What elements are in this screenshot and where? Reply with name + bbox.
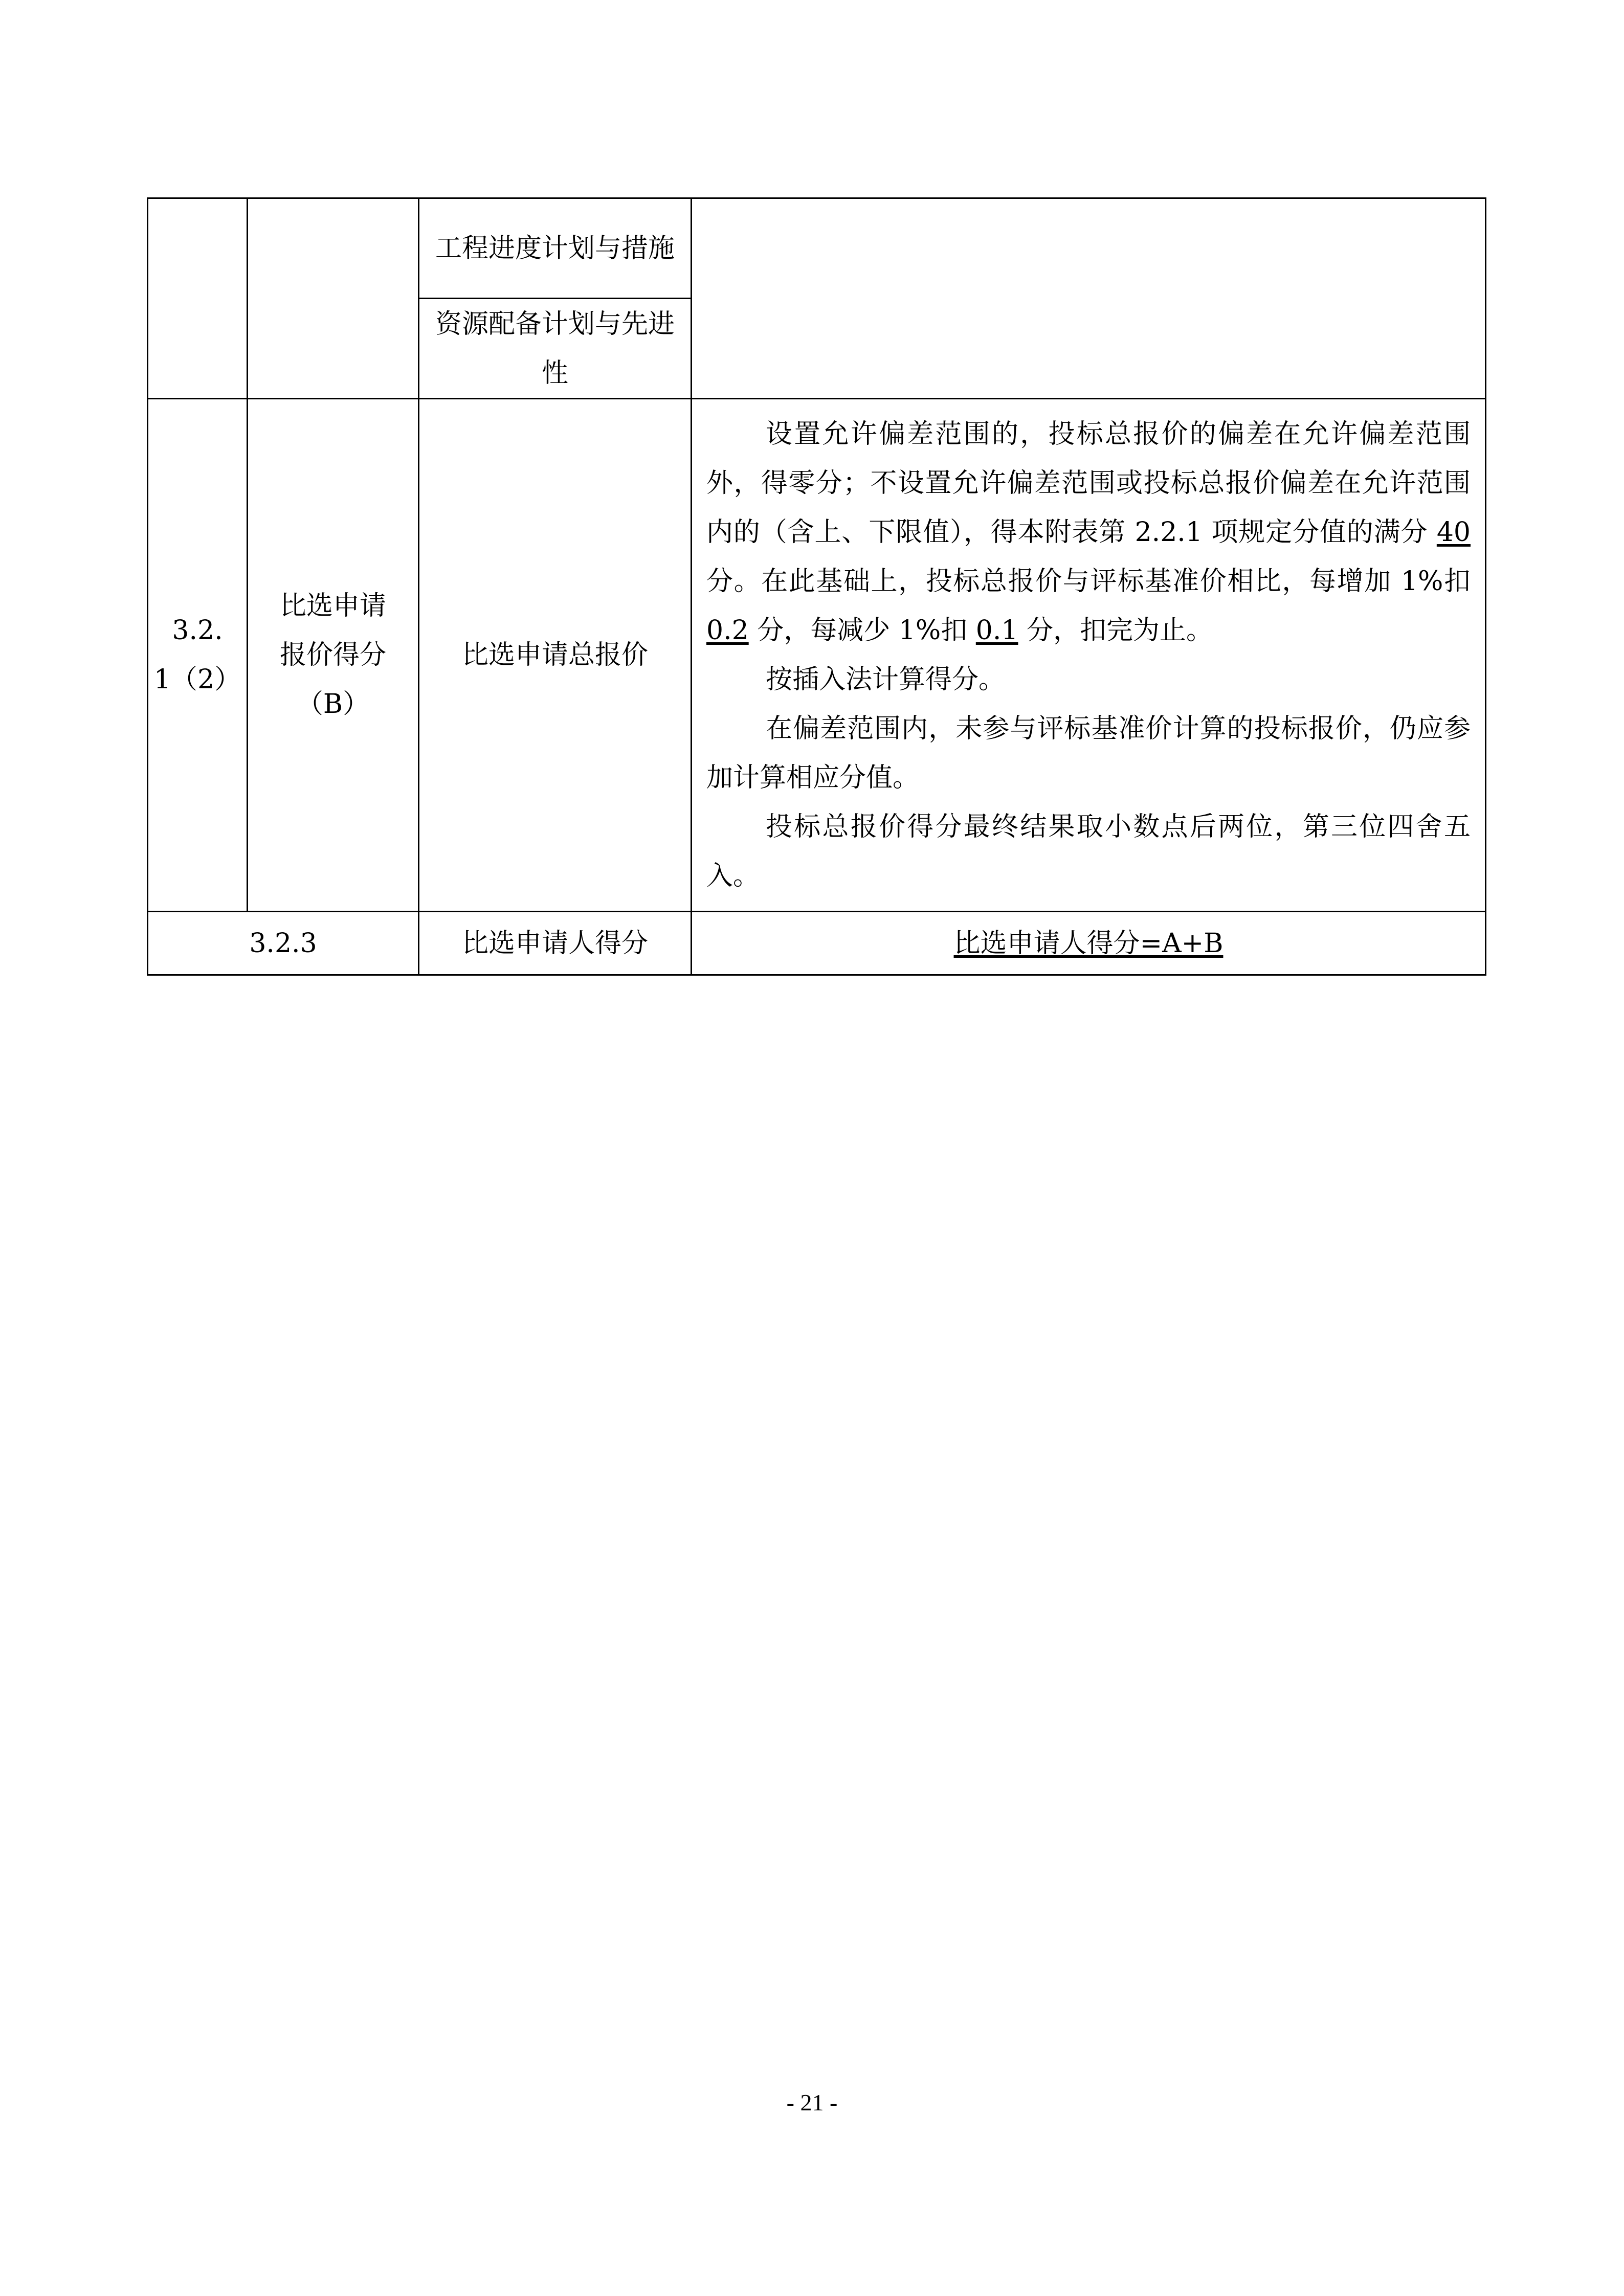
table-cell-clause — [148, 399, 248, 912]
total-item-label: 比选申请人得分 — [461, 928, 648, 959]
criteria-paragraph-1 — [706, 410, 1471, 655]
full-score-value: 40 — [1436, 517, 1471, 548]
table-row — [148, 912, 1486, 975]
scoring-table — [147, 197, 1486, 976]
table-cell-empty — [248, 198, 419, 399]
criteria-text: 分。在此基础上，投标总报价与评标基准价相比，每增加 1%扣 — [706, 566, 1471, 597]
table-row — [148, 399, 1486, 912]
item-schedule-label: 工程进度计划与措施 — [435, 233, 675, 264]
criteria-text: 设置允许偏差范围的，投标总报价的偏差在允许偏差范围外，得零分；不设置允许偏差范围或投标总报价偏差在允许范围内的（含上、下限值），得本附表第 2.2.1 项规定分值的满分 — [706, 419, 1471, 548]
item-label: 比选申请总报价 — [461, 640, 648, 670]
table-cell-item-schedule — [419, 198, 692, 299]
total-clause-number: 3.2.3 — [249, 928, 317, 959]
score-formula: 比选申请人得分=A+B — [953, 928, 1223, 959]
table-row — [148, 198, 1486, 299]
table-cell-total-clause — [148, 912, 419, 975]
clause-number: 3.2. 1（2） — [153, 615, 241, 695]
factor-label: 比选申请 报价得分 （B） — [279, 591, 386, 719]
page-number: - 21 - — [786, 2089, 838, 2115]
deduct-increase-value: 0.2 — [706, 615, 749, 646]
table-cell-criteria — [692, 399, 1486, 912]
table-cell-total-item — [419, 912, 692, 975]
criteria-text: 分，扣完为止。 — [1018, 615, 1213, 646]
table-cell-empty — [692, 198, 1486, 399]
table-cell-item-resource — [419, 299, 692, 399]
table-cell-formula — [692, 912, 1486, 975]
item-resource-label: 资源配备计划与先进性 — [435, 308, 675, 389]
criteria-paragraph-2: 按插入法计算得分。 — [766, 664, 1006, 695]
table-cell-item — [419, 399, 692, 912]
deduct-decrease-value: 0.1 — [975, 615, 1018, 646]
table-cell-empty — [148, 198, 248, 399]
criteria-paragraph-3: 在偏差范围内，未参与评标基准价计算的投标报价，仍应参加计算相应分值。 — [706, 713, 1471, 793]
table-cell-factor — [248, 399, 419, 912]
criteria-text: 分，每减少 1%扣 — [748, 615, 976, 646]
criteria-paragraph-4: 投标总报价得分最终结果取小数点后两位，第三位四舍五入。 — [706, 812, 1471, 891]
